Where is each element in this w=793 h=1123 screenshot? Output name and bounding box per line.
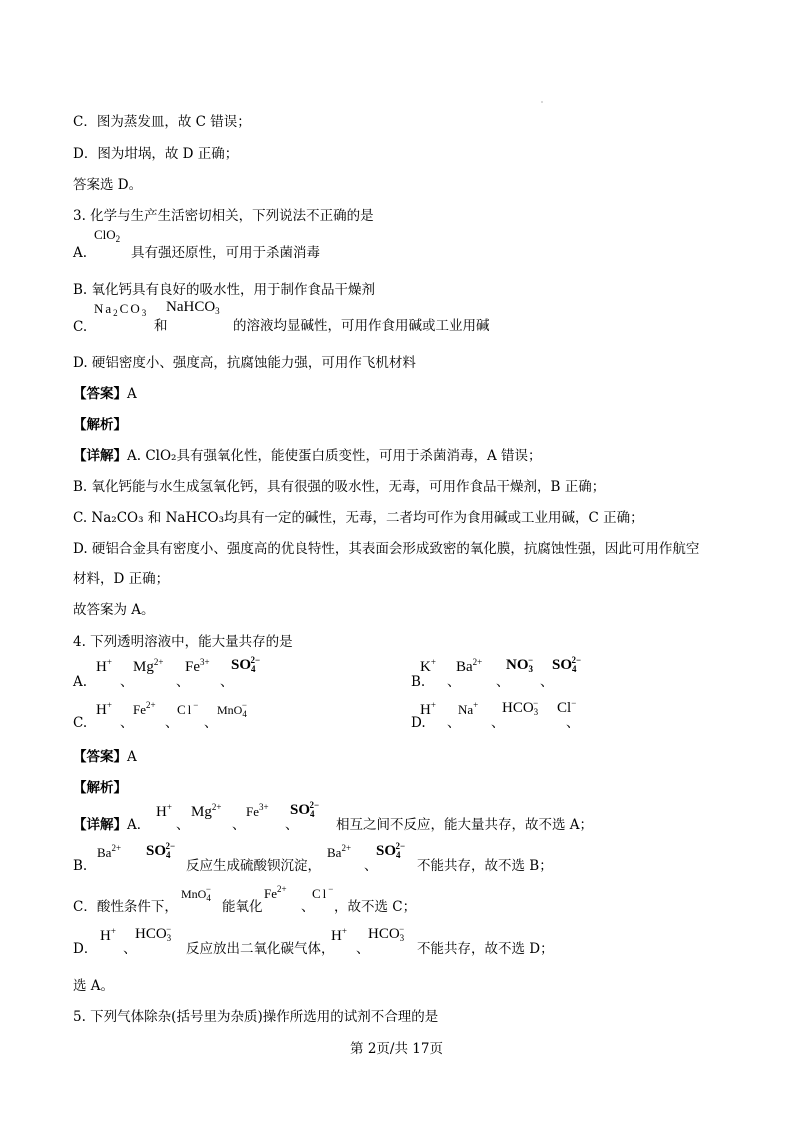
option-c-label: C. [73, 319, 88, 335]
sep: 、 [232, 817, 246, 833]
detail-4a-tail: 相互之间不反应，能大量共存，故不选 A； [336, 817, 594, 833]
option-3b-text: B. 氧化钙具有良好的吸水性，用于制作食品干燥剂 [73, 282, 376, 298]
ion-fe2-plus: $Fe^{2+}$ [264, 884, 287, 901]
ion-ba2-plus: $Ba^{2+}$ [456, 657, 483, 675]
ion-chloride: Cl− [557, 698, 577, 716]
scan-dot [541, 101, 543, 103]
ion-bicarbonate: $HCO_3^-$ [502, 698, 539, 717]
detail-3a: 【详解】A. ClO₂具有强氧化性，能使蛋白质变性，可用于杀菌消毒，A 错误； [73, 448, 542, 464]
ion-fe3-plus: $Fe^{3+}$ [246, 802, 269, 819]
formula-clo2: ClO$_2$ [94, 227, 121, 244]
sep: 、 [176, 817, 190, 833]
ion-h-plus: H+ [96, 657, 112, 675]
ion-chloride: Cl− [312, 884, 336, 901]
question-4-stem: 4. 下列透明溶液中，能大量共存的是 [73, 634, 293, 650]
ion-k-plus: K+ [420, 657, 436, 675]
ion-h-plus: H+ [420, 700, 436, 718]
sep: 、 [540, 674, 554, 690]
ion-fe2-plus: $Fe^{2+}$ [133, 700, 156, 717]
ion-fe3-plus: $Fe^{3+}$ [185, 657, 210, 675]
answer-4: 【答案】A [73, 749, 137, 765]
option-4b-label: B. [411, 674, 426, 690]
sep: 、 [491, 715, 505, 731]
sep: 、 [356, 941, 370, 957]
analysis-4-heading: 【解析】 [73, 780, 127, 796]
ion-h-plus: H+ [331, 926, 347, 944]
detail-3e: 故答案为 A。 [73, 602, 155, 618]
detail-4d-head: D． 、 [73, 941, 137, 957]
ion-na-plus: Na+ [458, 700, 479, 717]
detail-4b-tail: 不能共存，故不选 B； [417, 858, 553, 874]
detail-4e: 选 A。 [73, 978, 115, 994]
detail-4b-label: B. [73, 858, 88, 874]
ion-bicarbonate: $HCO_3^-$ [135, 924, 172, 943]
detail-3d-line1: D. 硬铝合金具有密度小、强度高的优良特性，其表面会形成致密的氧化膜，抗腐蚀性强，因此可用作航空 [73, 541, 700, 557]
detail-4b-mid: 反应生成硫酸钡沉淀， [186, 858, 321, 874]
ion-sulfate: $SO_4^{2-}$ [552, 655, 582, 674]
detail-4c-tail: ，故不选 C； [334, 899, 417, 915]
option-3d-text: D. 硬铝密度小、强度高，抗腐蚀能力强，可用作飞机材料 [73, 355, 416, 371]
formula-nahco3: NaHCO$_3$ [166, 299, 220, 316]
sep: 、 [364, 858, 378, 874]
sep: 、 [447, 715, 461, 731]
option-a-label: A. [73, 245, 88, 261]
sep: 、 [120, 715, 134, 731]
ion-h-plus: H+ [100, 926, 116, 944]
detail-3b: B. 氧化钙能与水生成氢氧化钙，具有很强的吸水性，无毒，可用作食品干燥剂，B 正确； [73, 479, 606, 495]
ion-bicarbonate: $HCO_3^-$ [368, 924, 405, 943]
option-4c-label: C. [73, 715, 88, 731]
sep: 、 [176, 674, 190, 690]
option-3c-text: 的溶液均显碱性，可用作食用碱或工业用碱 [233, 318, 490, 334]
ion-permanganate: MnO$_4$− [181, 884, 211, 903]
question-3-stem: 3. 化学与生产生活密切相关，下列说法不正确的是 [73, 208, 374, 224]
detail-3d-line2: 材料，D 正确； [73, 571, 170, 587]
detail-4c-mid: 能氧化 [222, 899, 263, 915]
formula-na2co3: $Na_2CO_3$ [94, 301, 149, 318]
sep: 、 [165, 715, 179, 731]
option-4d-label: D. [411, 715, 426, 731]
option-3a-text: 具有强还原性，可用于杀菌消毒 [131, 245, 320, 261]
ion-sulfate: $SO_4^{2-}$ [290, 800, 320, 819]
option-4a-label: A. [73, 674, 88, 690]
line-answer-d: 答案选 D。 [73, 177, 143, 193]
ion-ba2-plus: $Ba^{2+}$ [97, 843, 122, 860]
ion-ba2-plus: $Ba^{2+}$ [327, 843, 352, 860]
ion-sulfate: $SO_4^{2-}$ [231, 655, 261, 674]
answer-3: 【答案】A [73, 386, 137, 402]
ion-sulfate: $SO_4^{2-}$ [146, 841, 176, 860]
detail-3c: C. Na₂CO₃ 和 NaHCO₃均具有一定的碱性，无毒，二者均可作为食用碱或工业用碱，C 正确； [73, 510, 644, 526]
detail-4c-head: C．酸性条件下， [73, 899, 178, 915]
sep: 、 [447, 674, 461, 690]
ion-mg2-plus: $Mg^{2+}$ [133, 657, 164, 675]
ion-mg2-plus: $Mg^{2+}$ [191, 802, 222, 820]
sep: 、 [496, 674, 510, 690]
line-d-crucible: D．图为坩埚，故 D 正确； [73, 146, 239, 162]
sep: 、 [566, 715, 580, 731]
sep: 、 [285, 817, 299, 833]
question-5-stem: 5. 下列气体除杂(括号里为杂质)操作所选用的试剂不合理的是 [73, 1009, 439, 1025]
sep: 、 [301, 899, 315, 915]
ion-h-plus: H+ [96, 700, 112, 718]
detail-4a-head: 【详解】A． [73, 817, 151, 833]
line-c-evaporating-dish: C．图为蒸发皿，故 C 错误； [73, 114, 251, 130]
sep: 、 [220, 674, 234, 690]
ion-chloride: Cl− [177, 700, 201, 717]
page-footer: 第 2页/共 17页 [350, 1041, 443, 1057]
sep: 、 [120, 674, 134, 690]
analysis-3-heading: 【解析】 [73, 417, 127, 433]
detail-4d-mid: 反应放出二氧化碳气体， [186, 941, 335, 957]
sep: 、 [204, 715, 218, 731]
option-3c-and: 和 [154, 318, 168, 334]
ion-sulfate: $SO_4^{2-}$ [376, 841, 406, 860]
ion-permanganate: MnO$_4$− [217, 700, 247, 719]
ion-h-plus: H+ [156, 802, 172, 820]
detail-4d-tail: 不能共存，故不选 D； [417, 941, 554, 957]
ion-nitrate: $NO_3^-$ [506, 655, 534, 674]
